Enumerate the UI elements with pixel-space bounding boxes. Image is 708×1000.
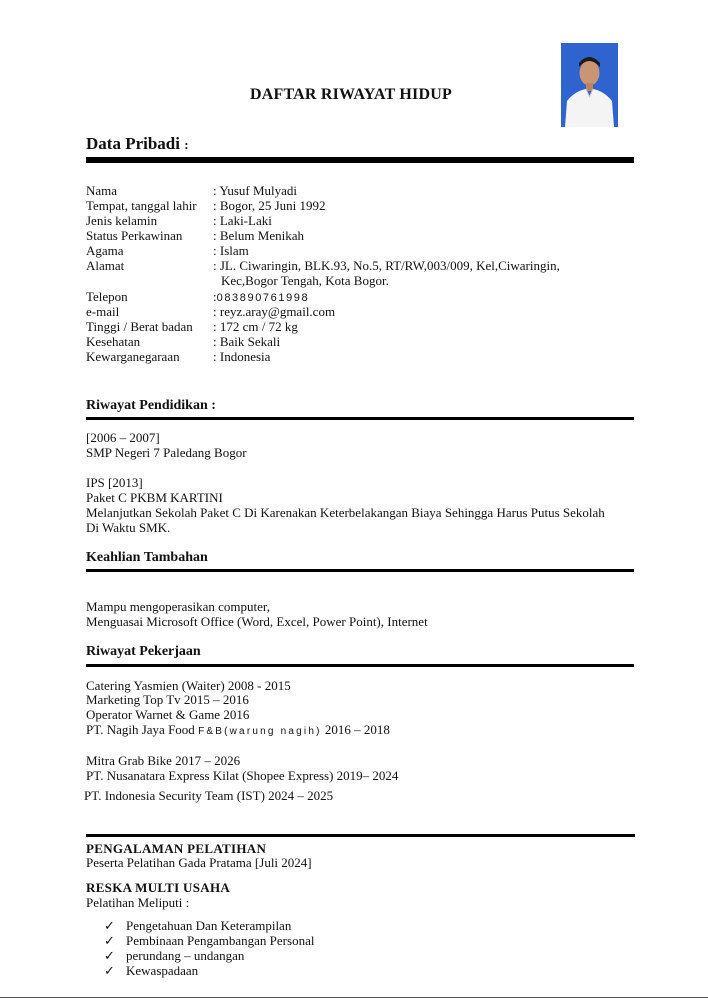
field-label: e-mail [86, 304, 120, 319]
text-line: Mampu mengoperasikan computer, [86, 599, 270, 614]
text-line: Peserta Pelatihan Gada Pratama [Juli 2024] [86, 855, 312, 870]
section-divider [86, 569, 634, 572]
section-divider [86, 664, 634, 667]
page-edge [0, 997, 708, 998]
field-label: Status Perkawinan [86, 228, 183, 243]
document-title: DAFTAR RIWAYAT HIDUP [250, 86, 452, 103]
field-label: Nama [86, 183, 118, 198]
check-icon: ✓ [104, 948, 115, 963]
field-label: Alamat [86, 258, 125, 273]
data-pribadi-heading: Data Pribadi : [86, 134, 189, 153]
text-line: Pelatihan Meliputi : [86, 895, 190, 910]
text-line: PT. Nusanatara Express Kilat (Shopee Express) 2019– 2024 [86, 768, 399, 783]
text-line: Catering Yasmien (Waiter) 2008 - 2015 [86, 678, 291, 693]
field-label: Tempat, tanggal lahir [86, 198, 197, 213]
field-value: : Islam [213, 243, 249, 258]
pendidikan-heading: Riwayat Pendidikan : [86, 398, 216, 413]
field-value: : Laki-Laki [213, 213, 272, 228]
text-line: Marketing Top Tv 2015 – 2016 [86, 692, 249, 707]
section-divider [86, 417, 634, 420]
field-label: Tinggi / Berat badan [86, 319, 193, 334]
field-value: : Yusuf Mulyadi [213, 183, 298, 198]
reska-heading: RESKA MULTI USAHA [86, 880, 231, 895]
text-line: Mitra Grab Bike 2017 – 2026 [86, 753, 241, 768]
field-value: : Indonesia [213, 349, 271, 364]
checklist-item: ✓ Pengetahuan Dan Keterampilan [104, 918, 292, 933]
text-line: [2006 – 2007] [86, 430, 160, 445]
section-divider [86, 157, 634, 163]
phone-number: 083890761998 [216, 292, 310, 304]
field-value: :083890761998 [213, 289, 310, 304]
field-value: Kec,Bogor Tengah, Kota Bogor. [221, 273, 389, 288]
text-line: IPS [2013] [86, 475, 143, 490]
text-line: SMP Negeri 7 Paledang Bogor [86, 445, 247, 460]
field-value: : 172 cm / 72 kg [213, 319, 298, 334]
text-line: PT. Indonesia Security Team (IST) 2024 – 2025 [84, 788, 334, 803]
keahlian-heading: Keahlian Tambahan [86, 550, 208, 565]
check-icon: ✓ [104, 933, 115, 948]
text-line: Menguasai Microsoft Office (Word, Excel, Power Point), Internet [86, 614, 428, 629]
field-value: : reyz.aray@gmail.com [213, 304, 336, 319]
pelatihan-heading: PENGALAMAN PELATIHAN [86, 841, 267, 856]
text-line: Melanjutkan Sekolah Paket C Di Karenakan Keterbelakangan Biaya Sehingga Harus Putus Sekolah [86, 505, 605, 520]
check-icon: ✓ [104, 963, 115, 978]
checklist-item: ✓ Pembinaan Pengambangan Personal [104, 933, 315, 948]
text-line: Paket C PKBM KARTINI [86, 490, 223, 505]
field-label: Kesehatan [86, 334, 141, 349]
text-line: PT. Nagih Jaya Food F&B(warung nagih) 2016 – 2018 [86, 722, 390, 737]
checklist-item: ✓ Kewaspadaan [104, 963, 199, 978]
field-label: Agama [86, 243, 124, 258]
field-value: : Bogor, 25 Juni 1992 [213, 198, 326, 213]
profile-photo [561, 43, 618, 127]
pekerjaan-heading: Riwayat Pekerjaan [86, 644, 201, 659]
field-value: : Baik Sekali [213, 334, 281, 349]
checklist-item: ✓ perundang – undangan [104, 948, 245, 963]
field-label: Telepon [86, 289, 128, 304]
check-icon: ✓ [104, 918, 115, 933]
field-value: : JL. Ciwaringin, BLK.93, No.5, RT/RW,003/009, Kel,Ciwaringin, [213, 258, 560, 273]
field-label: Jenis kelamin [86, 213, 158, 228]
field-label: Kewarganegaraan [86, 349, 180, 364]
text-line: Operator Warnet & Game 2016 [86, 707, 250, 722]
field-value: : Belum Menikah [213, 228, 304, 243]
text-line: Di Waktu SMK. [86, 520, 171, 535]
section-divider [86, 834, 635, 837]
